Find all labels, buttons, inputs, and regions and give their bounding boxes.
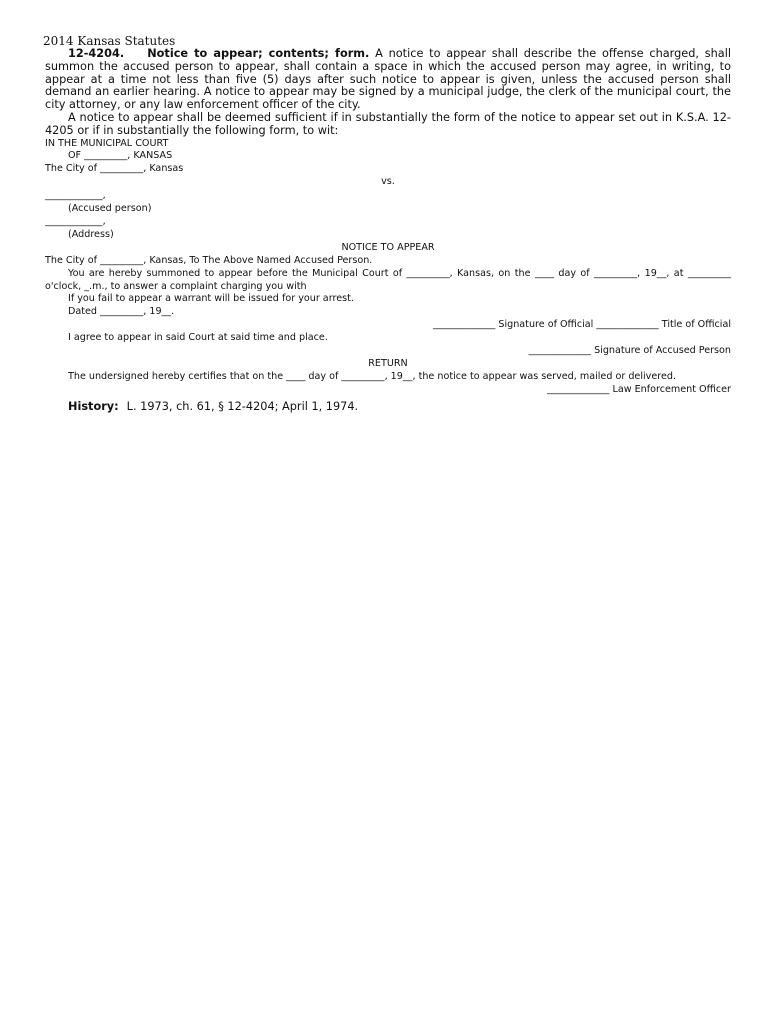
warrant-line: If you fail to appear a warrant will be issued for your arrest.	[68, 293, 354, 305]
city-line: The City of _________, Kansas	[45, 163, 184, 175]
addressed-line: The City of _________, Kansas, To The Above Named Accused Person.	[45, 254, 373, 266]
agree-line: I agree to appear in said Court at said time and place.	[68, 332, 328, 344]
court-line-2: OF _________, KANSAS	[68, 150, 173, 162]
notice-heading: NOTICE TO APPEAR	[341, 241, 435, 253]
address-blank: ____________,	[45, 216, 106, 228]
accused-signature-line: _____________ Signature of Accused Person	[528, 345, 731, 357]
section-number: 12-4204.	[68, 47, 125, 60]
notice-form	[45, 138, 731, 397]
history-text: L. 1973, ch. 61, § 12-4204; April 1, 1974.	[126, 399, 359, 413]
section-title: Notice to appear; contents; form.	[147, 47, 370, 60]
accused-blank: ____________,	[45, 190, 106, 202]
history-label: History:	[68, 399, 119, 413]
official-signature-line: _____________ Signature of Official _____________ Title of Official	[432, 319, 731, 331]
page-header: 2014 Kansas Statutes	[43, 34, 176, 48]
versus-line: vs.	[381, 176, 395, 188]
section-paragraph-2: A notice to appear shall be deemed sufficient if in substantially the form of the notice to appear set out in K.S.A. 12-4205 or if in substantially the following form, to wit:	[45, 110, 731, 137]
history-line	[68, 400, 731, 414]
section-paragraph-1	[45, 48, 731, 112]
return-text: The undersigned hereby certifies that on the ____ day of _________, 19__, the notice to appear was served, mailed or delivered.	[68, 370, 677, 382]
return-heading: RETURN	[368, 357, 408, 369]
dated-line: Dated _________, 19__.	[68, 306, 175, 318]
court-line-1: IN THE MUNICIPAL COURT	[45, 137, 169, 149]
section-body-1: A notice to appear shall describe the offense charged, shall summon the accused person to appear, shall contain a space in which the accused person may agree, in writing, to appear at a time not less than five (5) days after such notice to appear is given, unless the accused person shall demand an earlier hearing. A notice to appear may be signed by a municipal judge, the clerk of the municipal court, the city attorney, or any law enforcement officer of the city.	[45, 47, 732, 112]
address-label: (Address)	[68, 228, 114, 240]
statute-page	[45, 34, 731, 414]
officer-signature-line: _____________ Law Enforcement Officer	[547, 383, 731, 395]
summons-text: You are hereby summoned to appear before the Municipal Court of _________, Kansas, on the ____ day of _________, 19__, at _________ o'clock, _.m., to answer a complaint charging you with	[45, 267, 731, 292]
accused-label: (Accused person)	[68, 203, 152, 215]
